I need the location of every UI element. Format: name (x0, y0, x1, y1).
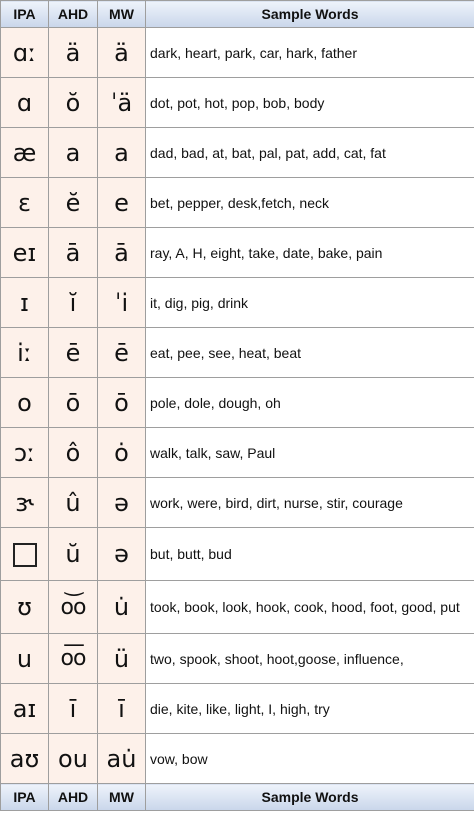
mw-cell: ˈi (98, 278, 146, 328)
mw-cell: ē (98, 328, 146, 378)
ipa-cell (1, 528, 49, 581)
table-row (1, 78, 474, 128)
header-sample-words: Sample Words (146, 1, 474, 28)
footer-mw: MW (98, 784, 146, 811)
ahd-cell: ŏ (49, 78, 98, 128)
mw-cell: ə (98, 528, 146, 581)
sample-words-cell: two, spook, shoot, hoot,goose, influence, (146, 634, 474, 684)
mw-cell: au̇ (98, 734, 146, 784)
ahd-cell: ä (49, 28, 98, 78)
mw-cell: u̇ (98, 581, 146, 634)
sample-words-cell: pole, dole, dough, oh (146, 378, 474, 428)
sample-words-cell: dad, bad, at, bat, pal, pat, add, cat, fat (146, 128, 474, 178)
ipa-cell: o (1, 378, 49, 428)
sample-words-cell: but, butt, bud (146, 528, 474, 581)
table-row (1, 128, 474, 178)
table-row (1, 528, 474, 581)
table-row (1, 478, 474, 528)
ahd-cell: û (49, 478, 98, 528)
ipa-cell: iː (1, 328, 49, 378)
footer-sample-words: Sample Words (146, 784, 474, 811)
table-row (1, 28, 474, 78)
sample-words-cell: it, dig, pig, drink (146, 278, 474, 328)
mw-cell: e (98, 178, 146, 228)
ahd-cell: o͝o (49, 581, 98, 634)
table-header (1, 1, 474, 28)
sample-words-cell: bet, pepper, desk,fetch, neck (146, 178, 474, 228)
ipa-cell: ɪ (1, 278, 49, 328)
sample-words-cell: work, were, bird, dirt, nurse, stir, courage (146, 478, 474, 528)
sample-words-cell: dot, pot, hot, pop, bob, body (146, 78, 474, 128)
table-body (1, 28, 474, 784)
footer-ipa: IPA (1, 784, 49, 811)
ahd-cell: ā (49, 228, 98, 278)
ahd-cell: a (49, 128, 98, 178)
ahd-cell: ô (49, 428, 98, 478)
sample-words-cell: took, book, look, hook, cook, hood, foot, good, put (146, 581, 474, 634)
mw-cell: ˈä (98, 78, 146, 128)
mw-cell: ī (98, 684, 146, 734)
ipa-cell: eɪ (1, 228, 49, 278)
ipa-cell: ɝ (1, 478, 49, 528)
header-ipa: IPA (1, 1, 49, 28)
sample-words-cell: die, kite, like, light, I, high, try (146, 684, 474, 734)
mw-cell: ä (98, 28, 146, 78)
table-row (1, 228, 474, 278)
ipa-cell: æ (1, 128, 49, 178)
table-row (1, 634, 474, 684)
ahd-cell: ē (49, 328, 98, 378)
table-row (1, 428, 474, 478)
ahd-cell: ĕ (49, 178, 98, 228)
ahd-cell: ŭ (49, 528, 98, 581)
empty-square-icon (13, 543, 37, 567)
header-mw: MW (98, 1, 146, 28)
ipa-cell: ɑː (1, 28, 49, 78)
mw-cell: ā (98, 228, 146, 278)
header-ahd: AHD (49, 1, 98, 28)
ipa-cell: ɔː (1, 428, 49, 478)
table-row (1, 178, 474, 228)
ipa-cell: u (1, 634, 49, 684)
ipa-cell: ɑ (1, 78, 49, 128)
ahd-cell: ī (49, 684, 98, 734)
ipa-cell: ʊ (1, 581, 49, 634)
ipa-cell: aʊ (1, 734, 49, 784)
table-row (1, 278, 474, 328)
table-row (1, 581, 474, 634)
ipa-cell: aɪ (1, 684, 49, 734)
mw-cell: ə (98, 478, 146, 528)
table-row (1, 328, 474, 378)
ahd-cell: ĭ (49, 278, 98, 328)
footer-row (1, 784, 474, 811)
sample-words-cell: vow, bow (146, 734, 474, 784)
sample-words-cell: eat, pee, see, heat, beat (146, 328, 474, 378)
sample-words-cell: ray, A, H, eight, take, date, bake, pain (146, 228, 474, 278)
table-footer (1, 784, 474, 811)
mw-cell: a (98, 128, 146, 178)
footer-ahd: AHD (49, 784, 98, 811)
ipa-cell: ɛ (1, 178, 49, 228)
mw-cell: ȯ (98, 428, 146, 478)
ahd-cell: o͞o (49, 634, 98, 684)
header-row (1, 1, 474, 28)
mw-cell: ü (98, 634, 146, 684)
ahd-cell: ō (49, 378, 98, 428)
sample-words-cell: dark, heart, park, car, hark, father (146, 28, 474, 78)
mw-cell: ō (98, 378, 146, 428)
ahd-cell: ou (49, 734, 98, 784)
table-row (1, 734, 474, 784)
table-row (1, 378, 474, 428)
table-row (1, 684, 474, 734)
sample-words-cell: walk, talk, saw, Paul (146, 428, 474, 478)
